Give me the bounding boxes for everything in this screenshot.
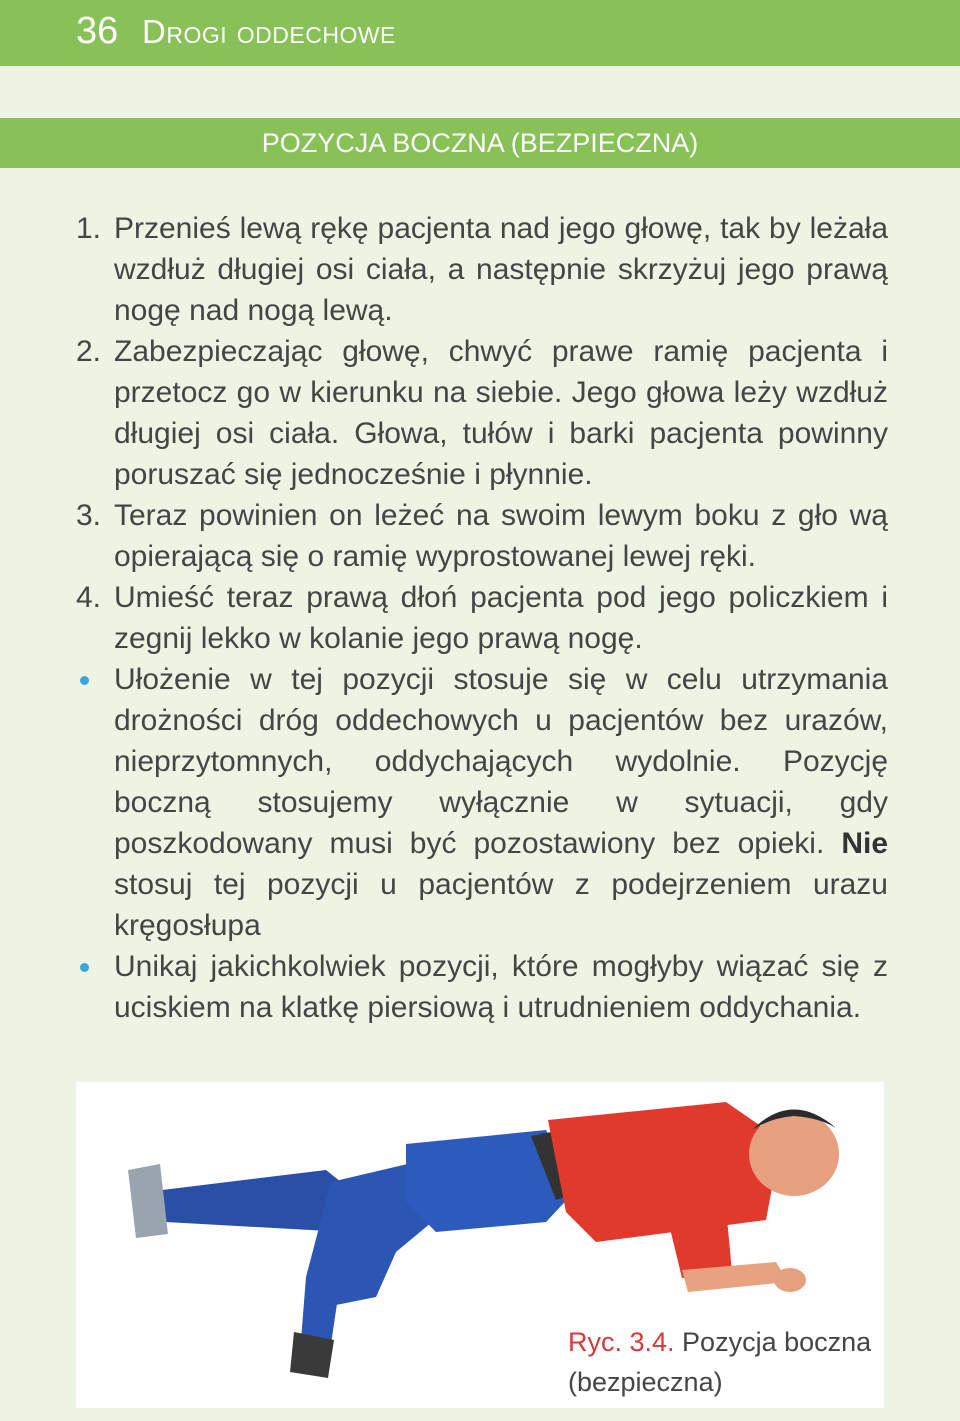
bullet-text-after: stosuj tej pozycji u pacjentów z podejrzeniem urazu kręgosłupa <box>114 868 888 942</box>
step-item <box>76 331 888 495</box>
step-number: 3. <box>76 499 102 532</box>
bullet-dot-icon <box>80 676 89 685</box>
chapter-title: Drogi oddechowe <box>142 13 396 50</box>
section-title: POZYCJA BOCZNA (BEZPIECZNA) <box>261 128 699 158</box>
bullet-item <box>76 659 888 946</box>
head <box>749 1112 839 1196</box>
caption-label: Ryc. 3.4. <box>568 1327 675 1357</box>
hand <box>774 1268 806 1292</box>
step-number: 1. <box>76 212 102 245</box>
content <box>76 208 888 1028</box>
page-number: 36 <box>76 10 119 52</box>
bullet-text: Unikaj jakichkolwiek pozycji, które mogłyby wiązać się z uciskiem na klatkę piersiową i utrudnieniem oddychania. <box>114 950 888 1024</box>
step-text: Zabezpieczając głowę, chwyć prawe ramię pacjenta i przetocz go w kierunku na siebie. Jego głowa leży wzdłuż długiej osi ciała. Głowa, tułów i barki pacjenta powinny poruszać się jednocześnie i płynnie. <box>114 335 888 491</box>
step-item <box>76 208 888 331</box>
torso <box>548 1102 781 1242</box>
bullet-text: Ułożenie w tej pozycji stosuje się w celu utrzymania drożności dróg oddechowych u pacjentów bez urazów, nieprzytomnych, oddychających wydolnie. Pozycję boczną stosujemy wyłącznie w sytuacji, gdy poszkodowany musi być pozostawiony bez opieki. <box>114 663 888 860</box>
step-text: Umieść teraz prawą dłoń pacjenta pod jego policzkiem i zegnij lekko w kolanie jego prawą nogę. <box>114 581 888 655</box>
back-shoe <box>128 1164 168 1238</box>
step-number: 2. <box>76 335 102 368</box>
step-item <box>76 577 888 659</box>
step-text: Przenieś lewą rękę pacjenta nad jego głowę, tak by leżała wzdłuż długiej osi ciała, a następnie skrzyżuj jego prawą nogę nad nogą lewą. <box>114 212 888 327</box>
bullet-dot-icon <box>80 963 89 972</box>
front-shoe <box>290 1332 334 1378</box>
step-number: 4. <box>76 581 102 614</box>
figure-caption <box>568 1322 884 1402</box>
bullet-item <box>76 946 888 1028</box>
step-item <box>76 495 888 577</box>
caption-text: Pozycja boczna (bezpieczna) <box>568 1327 872 1397</box>
bullet-emphasis: Nie <box>841 827 888 860</box>
step-text: Teraz powinien on leżeć na swoim lewym boku z gło wą opierającą się o ramię wyprostowanej lewej ręki. <box>114 499 888 573</box>
